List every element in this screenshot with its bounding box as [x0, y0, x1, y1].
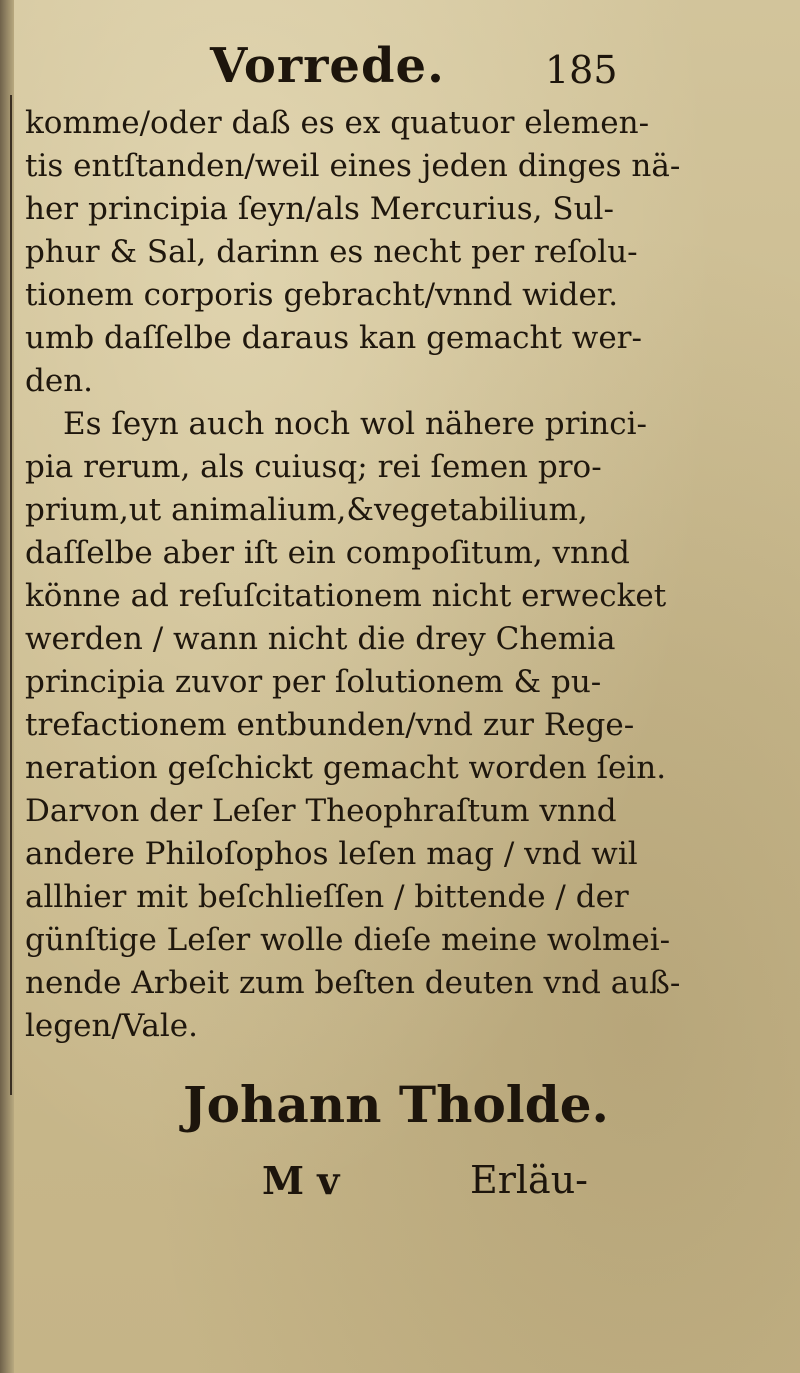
- catchword: Erläu-: [470, 1158, 589, 1202]
- page-footer: [0, 1158, 800, 1218]
- text-line: könne ad reſuſcitationem nicht erwecket: [25, 578, 667, 614]
- text-line: werden / wann nicht die drey Chemia: [25, 621, 616, 657]
- text-line: umb daſſelbe daraus kan gemacht wer-: [25, 320, 642, 356]
- author-name: Johann Tholde.: [183, 1075, 609, 1134]
- text-line: Darvon der Leſer Theophraſtum vnnd: [25, 793, 617, 829]
- body-text: [25, 102, 681, 1048]
- text-line: tionem corporis gebracht/vnnd wider.: [25, 277, 619, 313]
- text-line: principia zuvor per ſolutionem & pu-: [25, 664, 602, 700]
- text-line: nende Arbeit zum beſten deuten vnd auß-: [25, 965, 681, 1001]
- text-line: daſſelbe aber iſt ein compoſitum, vnnd: [25, 535, 630, 571]
- paragraph-start-line: Es ſeyn auch noch wol nähere princi-: [63, 406, 648, 442]
- page-header: [0, 38, 800, 102]
- text-line: tis entſtanden/weil eines jeden dinges nä-: [25, 148, 681, 184]
- gutter-rule: [10, 95, 12, 1095]
- text-line: her principia ſeyn/als Mercurius, Sul-: [25, 191, 614, 227]
- running-head: Vorrede.: [210, 38, 445, 94]
- text-line: legen/Vale.: [25, 1008, 198, 1044]
- author-signature: [0, 1075, 800, 1134]
- text-line: phur & Sal, darinn es necht per reſolu-: [25, 234, 638, 270]
- text-line: prium,ut animalium,&vegetabilium,: [25, 492, 588, 528]
- text-line: günſtige Leſer wolle dieſe meine wolmei-: [25, 922, 671, 958]
- text-line: neration geſchickt gemacht worden ſein.: [25, 750, 667, 786]
- printer-signature-mark: M v: [262, 1158, 340, 1203]
- text-line: pia rerum, als cuiusq; rei ſemen pro-: [25, 449, 602, 485]
- text-line: andere Philoſophos leſen mag / vnd wil: [25, 836, 638, 872]
- page-number: 185: [545, 48, 618, 92]
- text-line: komme/oder daß es ex quatuor elemen-: [25, 105, 650, 141]
- text-line: den.: [25, 363, 94, 399]
- text-line: trefactionem entbunden/vnd zur Rege-: [25, 707, 635, 743]
- text-line: allhier mit beſchlieſſen / bittende / der: [25, 879, 629, 915]
